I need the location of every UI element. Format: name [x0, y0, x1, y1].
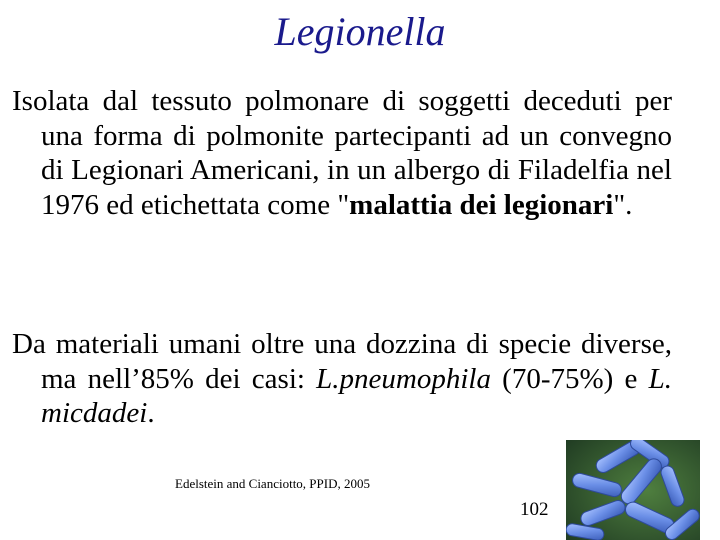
slide-title: Legionella — [274, 9, 446, 54]
species-pneumophila: L.pneumophila — [316, 362, 491, 395]
paragraph-species-text: Da materiali umani oltre una dozzina di specie diverse, ma nell’85% dei casi: — [12, 328, 672, 395]
bacteria-micrograph-image — [566, 440, 700, 540]
paragraph-species-end: . — [147, 397, 155, 429]
paragraph-history-text: Isolata dal tessuto polmonare di soggetti deceduti per una forma di polmonite partecipanti ad un convegno di Legionari Americani, in un albergo di Filadelfia nel 1976 ed etichettata come " — [12, 85, 672, 221]
paragraph-species — [12, 327, 672, 431]
paragraph-history — [12, 84, 672, 222]
species-micdadei: L. micdadei — [41, 362, 672, 429]
citation: Edelstein and Cianciotto, PPID, 2005 — [175, 476, 370, 491]
disease-name: malattia dei legionari — [349, 188, 614, 221]
paragraph-history-end: ". — [613, 188, 633, 221]
species-pneumophila-percent: (70-75%) e — [490, 362, 649, 395]
page-number: 102 — [520, 499, 549, 520]
